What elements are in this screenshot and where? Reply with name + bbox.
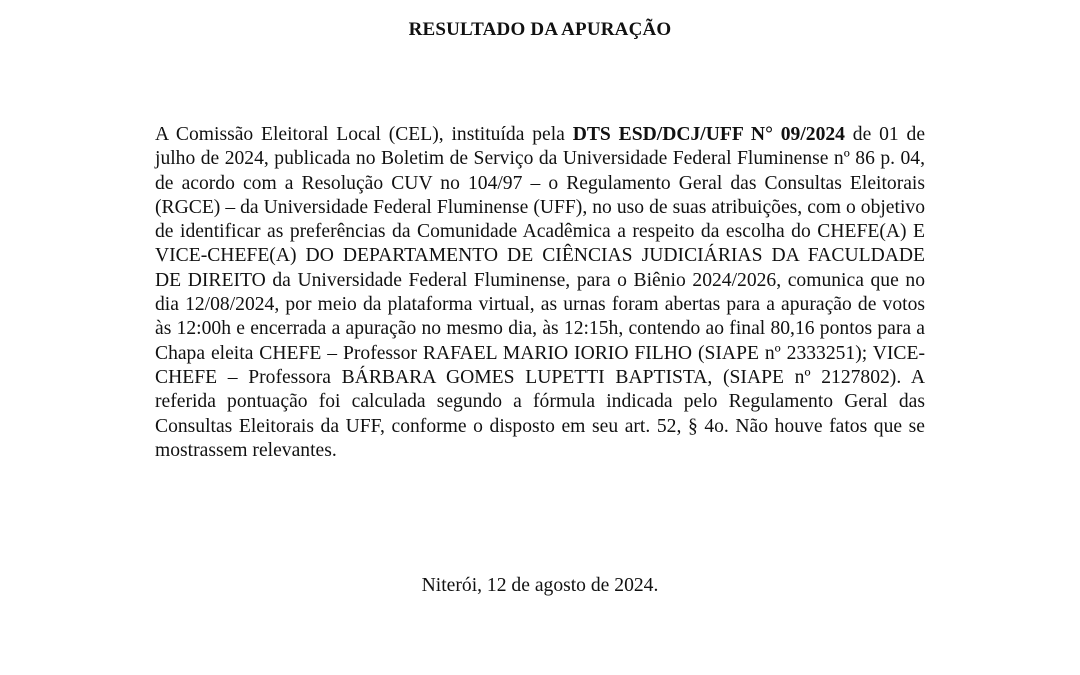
- document-title: RESULTADO DA APURAÇÃO: [408, 19, 672, 40]
- result-paragraph: [155, 123, 925, 463]
- place-and-date: Niterói, 12 de agosto de 2024.: [421, 575, 659, 596]
- paragraph-intro: A Comissão Eleitoral Local (CEL), instituída pela: [155, 124, 573, 145]
- paragraph-body: de 01 de julho de 2024, publicada no Boletim de Serviço da Universidade Federal Fluminense nº 86 p. 04, de acordo com a Resolução CUV no 104/97 – o Regulamento Geral das Consultas Eleitorais (RGCE) – da Universidade Federal Fluminense (UFF), no uso de suas atribuições, com o objetivo de identificar as preferências da Comunidade Acadêmica a respeito da escolha do CHEFE(A) E VICE-CHEFE(A) DO DEPARTAMENTO DE CIÊNCIAS JUDICIÁRIAS DA FACULDADE DE DIREITO da Universidade Federal Fluminense, para o Biênio 2024/2026, comunica que no dia 12/08/2024, por meio da plataforma virtual, as urnas foram abertas para a apuração de votos às 12:00h e encerrada a apuração no mesmo dia, às 12:15h, contendo ao final 80,16 pontos para a Chapa eleita CHEFE – Professor RAFAEL MARIO IORIO FILHO (SIAPE nº 2333251); VICE-CHEFE – Professora BÁRBARA GOMES LUPETTI BAPTISTA, (SIAPE nº 2127802). A referida pontuação foi calculada segundo a fórmula indicada pelo Regulamento Geral das Consultas Eleitorais da UFF, conforme o disposto em seu art. 52, § 4o. Não houve fatos que se mostrassem relevantes.: [155, 124, 926, 461]
- act-reference: DTS ESD/DCJ/UFF N° 09/2024: [572, 124, 845, 145]
